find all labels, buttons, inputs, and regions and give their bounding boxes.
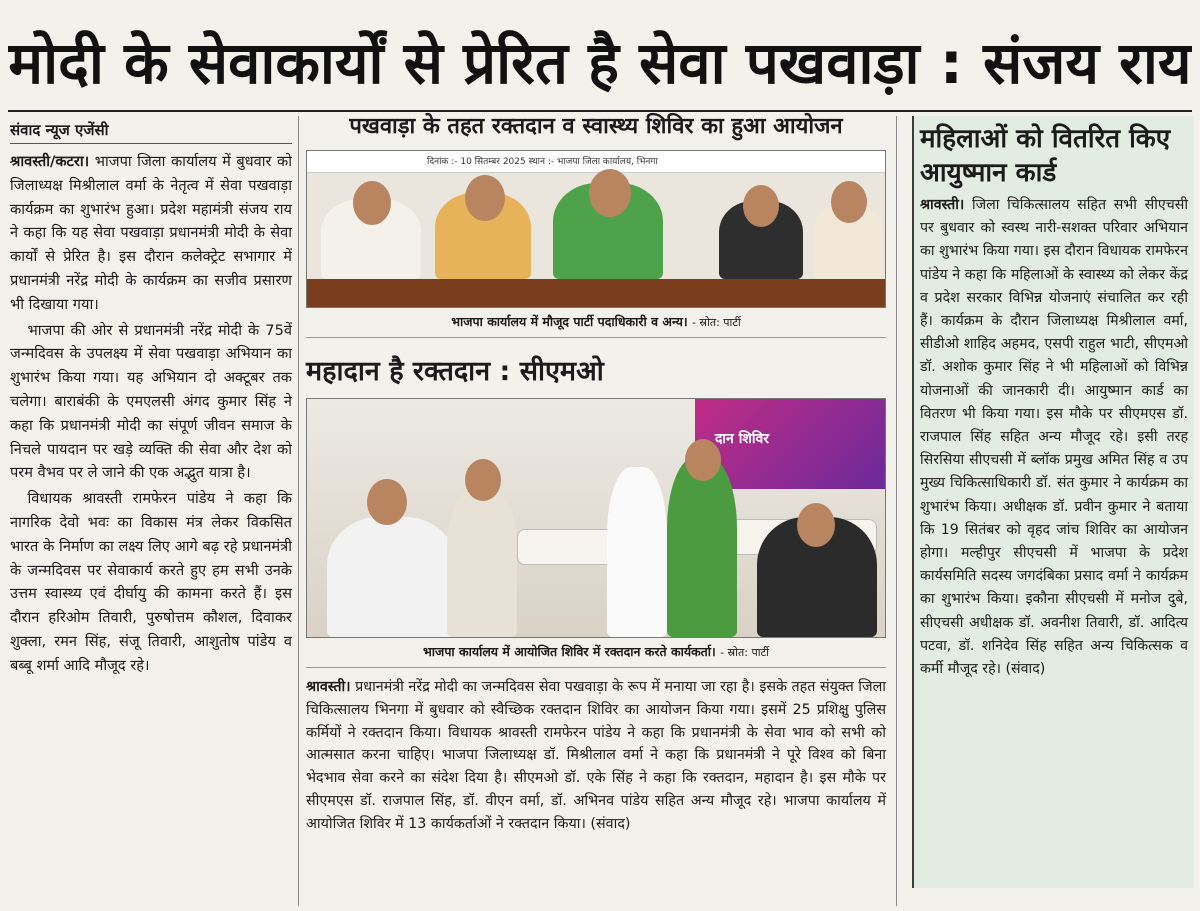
caption-2-source: - स्रोत: पार्टी xyxy=(720,646,769,659)
middle-article-body xyxy=(306,676,886,836)
photo-event-banner: दिनांक :- 10 सितम्बर 2025 स्थान :- भाजपा जिला कार्यालय, भिनगा xyxy=(307,151,885,173)
left-paragraph-1-text: भाजपा जिला कार्यालय में बुधवार को जिलाध्यक्ष मिश्रीलाल वर्मा के नेतृत्व में सेवा पखवाड़ा कार्यक्रम का शुभारंभ हुआ। प्रदेश महामंत्री संजय राय ने कहा कि यह सेवा पखवाड़ा प्रधानमंत्री मोदी के सेवा कार्यों से प्रेरित है। इस दौरान कलेक्ट्रेट सभागार में प्रधानमंत्री नरेंद्र मोदी के कार्यक्रम का सजीव प्रसारण भी दिखाया गया। xyxy=(10,153,292,313)
caption-2-text: भाजपा कार्यालय में आयोजित शिविर में रक्तदान करते कार्यकर्ता। xyxy=(423,644,716,659)
subheadline-blood-camp: पखवाड़ा के तहत रक्तदान व स्वास्थ्य शिविर का हुआ आयोजन xyxy=(349,114,843,139)
person-head xyxy=(367,479,407,525)
byline: संवाद न्यूज एजेंसी xyxy=(10,116,292,144)
column-divider-right xyxy=(896,116,897,906)
person-head xyxy=(685,439,721,481)
right-dateline: श्रावस्ती। xyxy=(920,197,965,213)
person-head xyxy=(353,181,391,225)
main-headline: मोदी के सेवाकार्यों से प्रेरित है सेवा पखवाड़ा : संजय राय xyxy=(8,29,1192,97)
photo-caption-1 xyxy=(306,308,886,338)
photo-caption-2 xyxy=(306,638,886,668)
right-article-text: जिला चिकित्सालय सहित सभी सीएचसी पर बुधवार को स्वस्थ नारी-सशक्त परिवार अभियान का शुभारंभ किया गया। इस दौरान विधायक रामफेरन पांडेय ने कहा कि महिलाओं के स्वास्थ्य को लेकर केंद्र व प्रदेश सरकार विभिन्न योजनाएं संचालित कर रही हैं। कार्यक्रम के दौरान जिलाध्यक्ष मिश्रीलाल वर्मा, सीडीओ शाहिद अहमद, एसपी राहुल भाटी, सीएमओ डॉ. अशोक कुमार सिंह ने भी महिलाओं को विभिन्न योजनाओं की जानकारी दी। आयुष्मान कार्ड का वितरण भी किया गया। इस मौके पर सीएमएस डॉ. राजपाल सिंह सहित अन्य मौजूद रहे। इसी तरह सिरसिया सीएचसी में ब्लॉक प्रमुख अमित सिंह व उप मुख्य चिकित्साधिकारी डॉ. संत कुमार ने कार्यक्रम का शुभारंभ किया। अधीक्षक डॉ. प्रवीन कुमार ने बताया कि 19 सितंबर को वृहद जांच शिविर का आयोजन होगा। मल्हीपुर सीएचसी में भाजपा के प्रदेश कार्यसमिति सदस्य जगदंबिका प्रसाद वर्मा ने कार्यक्रम का शुभारंभ किया। इकौना सीएचसी में मनोज दुबे, सीएचसी अधीक्षक डॉ. अवनीश तिवारी, डॉ. आदित्य पटवा, डॉ. शनिदेव सिंह सहित अन्य चिकित्सक व कर्मी मौजूद रहे। (संवाद) xyxy=(920,197,1188,678)
left-article xyxy=(10,116,292,906)
photo-blood-donation xyxy=(306,398,886,638)
middle-dateline: श्रावस्ती। xyxy=(306,679,351,695)
middle-article-text: प्रधानमंत्री नरेंद्र मोदी का जन्मदिवस सेवा पखवाड़ा के रूप में मनाया जा रहा है। इसके तहत संयुक्त जिला चिकित्सालय भिनगा में बुधवार को स्वैच्छिक रक्तदान शिविर का आयोजन किया गया। इसमें 25 प्रशिक्षु पुलिस कर्मियों ने रक्तदान किया। विधायक श्रावस्ती रामफेरन पांडेय ने कहा कि प्रधानमंत्री के सेवा भाव को सभी को आत्मसात करना चाहिए। भाजपा जिलाध्यक्ष डॉ. मिश्रीलाल वर्मा ने कहा कि प्रधानमंत्री ने पूरे विश्व को बिना भेदभाव सेवा करने का संदेश दिया है। सीएमओ डॉ. एके सिंह ने कहा कि रक्तदान, महादान है। इस मौके पर सीएमएस डॉ. राजपाल सिंह, डॉ. वीएन वर्मा, डॉ. अभिनव पांडेय सहित अन्य मौजूद रहे। भाजपा कार्यालय में आयोजित शिविर में 13 कार्यकर्ताओं ने रक्तदान किया। (संवाद) xyxy=(306,679,886,832)
person-head xyxy=(831,181,867,223)
photo-party-officials xyxy=(306,150,886,308)
person-head xyxy=(743,185,779,227)
left-paragraph-3: विधायक श्रावस्ती रामफेरन पांडेय ने कहा कि नागरिक देवो भवः का विकास मंत्र लेकर विकसित भारत के निर्माण का लक्ष्य लिए आगे बढ़ रहे प्रधानमंत्री के जन्मदिवस पर सेवाकार्य करते हुए हम सभी उनके उत्तम स्वास्थ्य एवं दीर्घायु की कामना करते हैं। इस दौरान हरिओम तिवारी, पुरुषोत्तम कौशल, दिवाकर शुक्ला, रमन सिंह, संजू तिवारी, आशुतोष पांडेय व बब्बू शर्मा आदि मौजूद रहे। xyxy=(10,490,292,674)
table xyxy=(307,279,885,307)
caption-1-source: - स्रोत: पार्टी xyxy=(691,316,741,329)
person-figure xyxy=(607,467,667,637)
person-figure xyxy=(447,487,517,637)
event-board-text: दान शिविर xyxy=(715,431,769,447)
subheadline-cmo: महादान है रक्तदान : सीएमओ xyxy=(306,356,604,387)
person-head xyxy=(797,503,835,547)
left-dateline: श्रावस्ती/कटरा। xyxy=(10,153,90,170)
person-head xyxy=(589,169,631,217)
right-article xyxy=(912,116,1194,888)
person-head xyxy=(465,459,501,501)
person-figure xyxy=(667,457,737,637)
left-paragraph-2: भाजपा की ओर से प्रधानमंत्री नरेंद्र मोदी के 75वें जन्मदिवस के उपलक्ष्य में सेवा पखवाड़ा अभियान का शुभारंभ किया गया। यह अभियान दो अक्टूबर तक चलेगा। बाराबंकी के एमएलसी अंगद कुमार सिंह ने कहा कि प्रधानमंत्री मोदी का संपूर्ण जीवन समाज के निचले पायदान पर खड़े व्यक्ति की सेवा और देश को परम वैभव पर ले जाने की एक अद्भुत यात्रा है। xyxy=(10,321,292,482)
right-article-body xyxy=(920,194,1188,681)
middle-article xyxy=(306,112,886,908)
caption-1-text: भाजपा कार्यालय में मौजूद पार्टी पदाधिकारी व अन्य। xyxy=(451,314,688,329)
column-divider-left xyxy=(298,116,299,906)
right-headline: महिलाओं को वितरित किए आयुष्मान कार्ड xyxy=(920,124,1171,188)
person-figure xyxy=(327,517,457,637)
left-paragraph-1 xyxy=(10,150,292,317)
person-head xyxy=(465,175,505,221)
left-article-body xyxy=(10,150,292,678)
